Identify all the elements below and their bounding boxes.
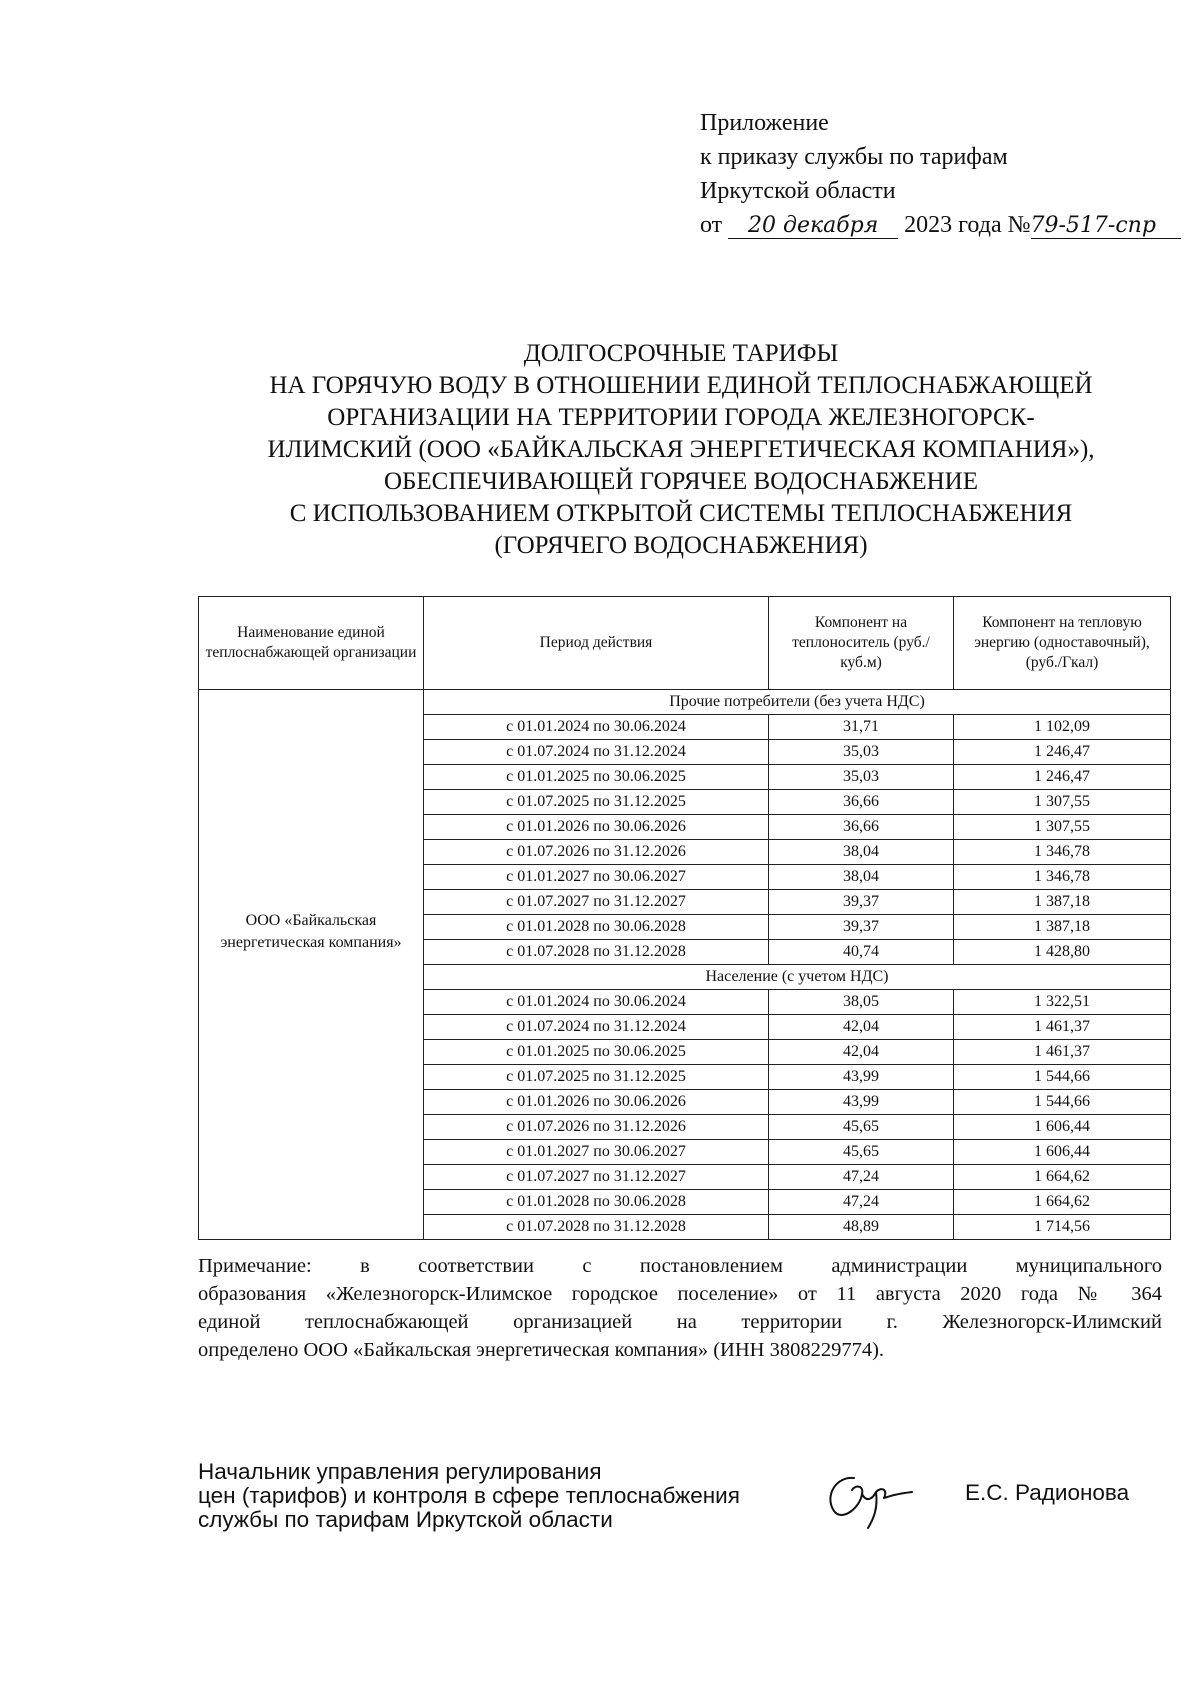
appendix-from-word: от <box>700 212 723 238</box>
org-name-cell: ООО «Байкальская энергетическая компания» <box>199 690 424 1240</box>
section-row <box>199 690 1171 715</box>
signature-block <box>198 1460 740 1532</box>
note-paragraph <box>198 1252 1162 1364</box>
signer-name: Е.С. Радионова <box>965 1480 1130 1505</box>
energy-cell: 1 544,66 <box>954 1065 1171 1090</box>
energy-cell: 1 387,18 <box>954 915 1171 940</box>
signer-position-line: Начальник управления регулирования <box>198 1459 602 1484</box>
carrier-cell: 45,65 <box>769 1140 954 1165</box>
carrier-cell: 36,66 <box>769 790 954 815</box>
carrier-cell: 38,04 <box>769 840 954 865</box>
energy-cell: 1 664,62 <box>954 1190 1171 1215</box>
period-cell: с 01.01.2028 по 30.06.2028 <box>424 915 769 940</box>
energy-cell: 1 544,66 <box>954 1090 1171 1115</box>
title-line: ИЛИМСКИЙ (ООО «БАЙКАЛЬСКАЯ ЭНЕРГЕТИЧЕСКАЯ КОМПАНИЯ»), <box>267 436 1095 463</box>
carrier-cell: 35,03 <box>769 765 954 790</box>
note-line: Примечание: в соответствии с постановлением администрации муниципального <box>198 1255 1162 1277</box>
energy-cell: 1 307,55 <box>954 815 1171 840</box>
appendix-line-1: Приложение <box>700 110 829 136</box>
carrier-cell: 35,03 <box>769 740 954 765</box>
handwritten-signature <box>816 1456 926 1536</box>
energy-cell: 1 461,37 <box>954 1040 1171 1065</box>
period-cell: с 01.07.2025 по 31.12.2025 <box>424 790 769 815</box>
period-cell: с 01.07.2026 по 31.12.2026 <box>424 1115 769 1140</box>
carrier-cell: 31,71 <box>769 715 954 740</box>
energy-cell: 1 664,62 <box>954 1165 1171 1190</box>
table-header-row <box>199 597 1171 690</box>
energy-cell: 1 307,55 <box>954 790 1171 815</box>
period-cell: с 01.01.2026 по 30.06.2026 <box>424 815 769 840</box>
energy-cell: 1 102,09 <box>954 715 1171 740</box>
signer-position-line: службы по тарифам Иркутской области <box>198 1507 613 1532</box>
period-cell: с 01.07.2024 по 31.12.2024 <box>424 740 769 765</box>
carrier-cell: 43,99 <box>769 1090 954 1115</box>
energy-cell: 1 346,78 <box>954 840 1171 865</box>
period-cell: с 01.07.2024 по 31.12.2024 <box>424 1015 769 1040</box>
title-line: НА ГОРЯЧУЮ ВОДУ В ОТНОШЕНИИ ЕДИНОЙ ТЕПЛОСНАБЖАЮЩЕЙ <box>269 372 1093 399</box>
energy-cell: 1 606,44 <box>954 1115 1171 1140</box>
carrier-cell: 48,89 <box>769 1215 954 1240</box>
title-line: С ИСПОЛЬЗОВАНИЕМ ОТКРЫТОЙ СИСТЕМЫ ТЕПЛОСНАБЖЕНИЯ <box>289 500 1073 527</box>
period-cell: с 01.01.2027 по 30.06.2027 <box>424 1140 769 1165</box>
period-cell: с 01.01.2028 по 30.06.2028 <box>424 1190 769 1215</box>
energy-cell: 1 387,18 <box>954 890 1171 915</box>
title-line: (ГОРЯЧЕГО ВОДОСНАБЖЕНИЯ) <box>494 532 868 559</box>
energy-cell: 1 428,80 <box>954 940 1171 965</box>
section-label: Прочие потребители (без учета НДС) <box>424 690 1171 715</box>
carrier-cell: 39,37 <box>769 915 954 940</box>
handwritten-order-number: 79-517-спр <box>1031 214 1181 239</box>
note-line: единой теплоснабжающей организацией на территории г. Железногорск-Илимский <box>198 1311 1162 1333</box>
energy-cell: 1 461,37 <box>954 1015 1171 1040</box>
carrier-cell: 42,04 <box>769 1040 954 1065</box>
period-cell: с 01.01.2025 по 30.06.2025 <box>424 1040 769 1065</box>
period-cell: с 01.01.2025 по 30.06.2025 <box>424 765 769 790</box>
header-carrier: Компонент на теплоноситель (руб./куб.м) <box>769 597 954 690</box>
title-line: ОБЕСПЕЧИВАЮЩЕЙ ГОРЯЧЕЕ ВОДОСНАБЖЕНИЕ <box>383 468 979 495</box>
carrier-cell: 42,04 <box>769 1015 954 1040</box>
section-label: Население (с учетом НДС) <box>424 965 1171 990</box>
period-cell: с 01.07.2026 по 31.12.2026 <box>424 840 769 865</box>
period-cell: с 01.07.2027 по 31.12.2027 <box>424 890 769 915</box>
appendix-line-4 <box>700 208 1181 242</box>
header-energy: Компонент на тепловую энергию (одноставочный), (руб./Гкал) <box>954 597 1171 690</box>
appendix-line-2: к приказу службы по тарифам <box>700 144 1008 170</box>
document-title <box>196 338 1166 562</box>
energy-cell: 1 322,51 <box>954 990 1171 1015</box>
period-cell: с 01.07.2025 по 31.12.2025 <box>424 1065 769 1090</box>
appendix-line-3: Иркутской области <box>700 178 896 204</box>
header-period: Период действия <box>424 597 769 690</box>
period-cell: с 01.07.2028 по 31.12.2028 <box>424 940 769 965</box>
period-cell: с 01.01.2024 по 30.06.2024 <box>424 715 769 740</box>
handwritten-date: 20 декабря <box>728 214 898 239</box>
carrier-cell: 36,66 <box>769 815 954 840</box>
carrier-cell: 47,24 <box>769 1190 954 1215</box>
period-cell: с 01.01.2026 по 30.06.2026 <box>424 1090 769 1115</box>
header-org: Наименование единой теплоснабжающей организации <box>199 597 424 690</box>
note-line: определено ООО «Байкальская энергетическая компания» (ИНН 3808229774). <box>198 1339 885 1361</box>
carrier-cell: 38,04 <box>769 865 954 890</box>
carrier-cell: 43,99 <box>769 1065 954 1090</box>
energy-cell: 1 606,44 <box>954 1140 1171 1165</box>
carrier-cell: 45,65 <box>769 1115 954 1140</box>
period-cell: с 01.07.2027 по 31.12.2027 <box>424 1165 769 1190</box>
title-line: ДОЛГОСРОЧНЫЕ ТАРИФЫ <box>523 340 839 367</box>
energy-cell: 1 246,47 <box>954 740 1171 765</box>
table-body <box>199 690 1171 1240</box>
appendix-year-text: 2023 года № <box>904 212 1031 238</box>
period-cell: с 01.07.2028 по 31.12.2028 <box>424 1215 769 1240</box>
carrier-cell: 39,37 <box>769 890 954 915</box>
title-line: ОРГАНИЗАЦИИ НА ТЕРРИТОРИИ ГОРОДА ЖЕЛЕЗНОГОРСК- <box>327 404 1035 431</box>
note-line: образования «Железногорск-Илимское городское поселение» от 11 августа 2020 года № 364 <box>198 1283 1162 1305</box>
energy-cell: 1 714,56 <box>954 1215 1171 1240</box>
carrier-cell: 38,05 <box>769 990 954 1015</box>
carrier-cell: 47,24 <box>769 1165 954 1190</box>
energy-cell: 1 246,47 <box>954 765 1171 790</box>
tariff-table <box>198 596 1171 1240</box>
period-cell: с 01.01.2024 по 30.06.2024 <box>424 990 769 1015</box>
carrier-cell: 40,74 <box>769 940 954 965</box>
energy-cell: 1 346,78 <box>954 865 1171 890</box>
appendix-header <box>700 106 1181 242</box>
period-cell: с 01.01.2027 по 30.06.2027 <box>424 865 769 890</box>
signer-position-line: цен (тарифов) и контроля в сфере теплоснабжения <box>198 1483 740 1508</box>
